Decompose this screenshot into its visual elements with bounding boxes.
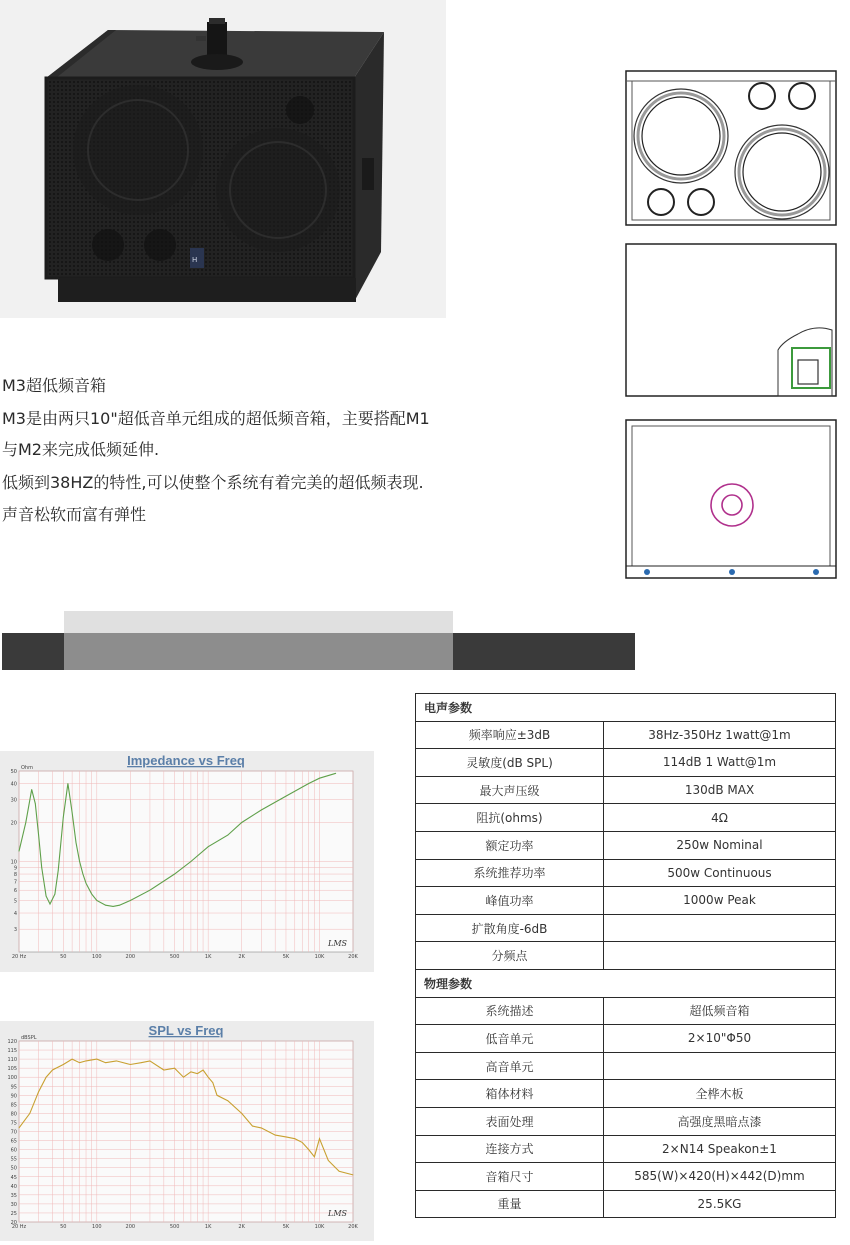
product-title: M3超低频音箱	[2, 376, 106, 395]
x-tick-label: 1K	[204, 954, 212, 960]
y-tick-label: 20	[10, 1220, 17, 1226]
spec-label: 连接方式	[416, 1135, 604, 1163]
data-point	[335, 773, 336, 774]
top-view-drawing	[626, 420, 836, 578]
spec-label: 表面处理	[416, 1107, 604, 1135]
data-point	[191, 1071, 192, 1072]
y-tick-label: 30	[10, 1201, 17, 1208]
y-tick-label: 45	[10, 1174, 17, 1181]
data-point	[63, 1064, 64, 1065]
data-point	[174, 1068, 175, 1069]
data-point	[25, 822, 26, 823]
data-point	[63, 817, 64, 818]
spec-value: 2×10"Φ50	[604, 1025, 836, 1053]
data-point	[191, 861, 192, 862]
x-tick-label: 100	[92, 954, 102, 960]
data-point	[286, 796, 287, 797]
spec-row	[416, 1163, 836, 1191]
front-view-drawing	[626, 71, 836, 225]
data-point	[319, 1138, 320, 1139]
spec-label: 扩散角度-6dB	[416, 914, 604, 942]
data-point	[86, 1061, 87, 1062]
spec-row	[416, 1107, 836, 1135]
data-point	[203, 1070, 204, 1071]
data-point	[308, 783, 309, 784]
y-tick-label: 8	[13, 872, 17, 879]
x-tick-label: 5K	[282, 1224, 290, 1230]
side-view-drawing	[626, 244, 836, 396]
spec-value: 1000w Peak	[604, 887, 836, 915]
data-point	[241, 1113, 242, 1114]
data-point	[55, 894, 56, 895]
spec-section-physical	[416, 969, 836, 997]
spl-chart-svg	[0, 1021, 374, 1241]
data-point	[252, 1126, 253, 1127]
spec-row	[416, 887, 836, 915]
y-tick-label: 115	[7, 1048, 17, 1055]
spec-label: 灵敏度(dB SPL)	[416, 749, 604, 777]
y-tick-label: 80	[10, 1111, 17, 1118]
data-point	[141, 1062, 142, 1063]
data-point	[241, 822, 242, 823]
data-point	[339, 1171, 340, 1172]
spec-label: 箱体材料	[416, 1080, 604, 1108]
data-point	[308, 1149, 309, 1150]
grid	[19, 1041, 353, 1222]
y-tick-label: 20	[10, 820, 17, 827]
spec-row	[416, 749, 836, 777]
divider-band-light	[64, 611, 453, 633]
data-point	[113, 906, 114, 907]
data-point	[353, 1175, 354, 1176]
x-tick-label: 10K	[314, 954, 325, 960]
y-tick-label: 110	[7, 1057, 17, 1064]
data-point	[31, 789, 32, 790]
y-tick-label: 50	[10, 1165, 17, 1172]
x-tick-label: 500	[169, 954, 180, 960]
spec-value: 超低频音箱	[604, 997, 836, 1025]
spec-label: 最大声压级	[416, 776, 604, 804]
data-point	[119, 905, 120, 906]
spec-row	[416, 1052, 836, 1080]
desc-line-1: M3是由两只10"超低音单元组成的超低频音箱，主要搭配M1	[2, 409, 430, 428]
data-point	[96, 900, 97, 901]
spec-section-title: 电声参数	[416, 694, 836, 722]
y-tick-label: 55	[10, 1156, 17, 1163]
spec-row	[416, 776, 836, 804]
data-point	[286, 1137, 287, 1138]
spec-label: 音箱尺寸	[416, 1163, 604, 1191]
y-tick-label: 100	[7, 1075, 17, 1082]
y-tick-label: 25	[10, 1210, 17, 1217]
product-photo	[0, 0, 446, 318]
spec-value: 130dB MAX	[604, 776, 836, 804]
spec-row	[416, 997, 836, 1025]
data-point	[314, 1156, 315, 1157]
x-tick-label: 50	[60, 954, 67, 960]
spec-row	[416, 942, 836, 970]
spec-row	[416, 1080, 836, 1108]
data-point	[96, 1059, 97, 1060]
spec-value: 250w Nominal	[604, 831, 836, 859]
data-point	[19, 851, 20, 852]
data-point	[46, 1077, 47, 1078]
spec-value: 4Ω	[604, 804, 836, 832]
x-tick-label: 200	[125, 1224, 136, 1230]
y-tick-label: 120	[7, 1039, 17, 1045]
data-point	[319, 778, 320, 779]
spec-label: 低音单元	[416, 1025, 604, 1053]
spec-label: 系统推荐功率	[416, 859, 604, 887]
spec-row	[416, 1190, 836, 1218]
data-point	[46, 896, 47, 897]
spec-row	[416, 804, 836, 832]
x-tick-label: 20K	[348, 954, 358, 960]
data-point	[116, 1061, 117, 1062]
lms-logo: LMS	[328, 939, 347, 948]
data-point	[208, 1077, 209, 1078]
spec-row	[416, 721, 836, 749]
spec-value	[604, 1052, 836, 1080]
y-tick-label: 75	[10, 1120, 17, 1127]
data-point	[41, 867, 42, 868]
x-tick-label: 100	[92, 1224, 102, 1230]
data-point	[197, 1073, 198, 1074]
data-point	[86, 883, 87, 884]
data-point	[58, 870, 59, 871]
spec-value: 500w Continuous	[604, 859, 836, 887]
spec-label: 重量	[416, 1190, 604, 1218]
data-point	[130, 1064, 131, 1065]
y-tick-label: 50	[10, 769, 17, 775]
y-tick-label: 65	[10, 1138, 17, 1145]
data-point	[302, 1142, 303, 1143]
chart-title: Impedance vs Freq	[127, 753, 245, 768]
data-point	[163, 1070, 164, 1071]
spec-value: 38Hz-350Hz 1watt@1m	[604, 721, 836, 749]
y-tick-label: 95	[10, 1084, 17, 1091]
spec-value	[604, 942, 836, 970]
data-point	[79, 861, 80, 862]
y-tick-label: 4	[13, 911, 17, 918]
data-point	[83, 874, 84, 875]
x-tick-label: 2K	[238, 954, 245, 960]
spec-label: 分频点	[416, 942, 604, 970]
data-point	[261, 1128, 262, 1129]
lms-logo: LMS	[328, 1209, 347, 1218]
data-point	[261, 810, 262, 811]
data-point	[38, 835, 39, 836]
desc-line-2: 与M2来完成低频延伸.	[2, 440, 160, 459]
data-point	[275, 1135, 276, 1136]
spec-value: 585(W)×420(H)×442(D)mm	[604, 1163, 836, 1191]
spec-row	[416, 831, 836, 859]
x-tick-label: 1K	[204, 1224, 212, 1230]
x-tick-label: 2K	[238, 1224, 245, 1230]
data-point	[76, 842, 77, 843]
y-tick-label: 3	[13, 927, 17, 934]
data-point	[294, 1138, 295, 1139]
y-axis-label: dBSPL	[21, 1035, 37, 1041]
x-tick-label: 20 Hz	[11, 1224, 27, 1230]
data-point	[72, 812, 73, 813]
y-tick-label: 7	[13, 879, 17, 886]
data-point	[19, 1128, 20, 1129]
y-axis-label: Ohm	[21, 765, 33, 771]
data-point	[72, 1059, 73, 1060]
data-point	[174, 874, 175, 875]
x-tick-label: 50	[60, 1224, 67, 1230]
x-tick-label: 500	[169, 1224, 180, 1230]
data-point	[91, 894, 92, 895]
data-point	[208, 846, 209, 847]
spec-row	[416, 1135, 836, 1163]
spec-row	[416, 914, 836, 942]
data-point	[35, 803, 36, 804]
data-point	[105, 905, 106, 906]
spec-label: 高音单元	[416, 1052, 604, 1080]
y-tick-label: 60	[10, 1147, 17, 1154]
data-point	[212, 1082, 213, 1083]
data-point	[68, 783, 69, 784]
spec-row	[416, 1025, 836, 1053]
data-point	[227, 835, 228, 836]
y-tick-label: 85	[10, 1102, 17, 1109]
y-tick-label: 35	[10, 1192, 17, 1199]
spec-label: 系统描述	[416, 997, 604, 1025]
data-point	[150, 890, 151, 891]
spec-section-electro	[416, 694, 836, 722]
spec-table	[415, 693, 836, 1218]
y-tick-label: 40	[10, 781, 17, 788]
data-point	[227, 1100, 228, 1101]
data-point	[130, 900, 131, 901]
spec-value	[604, 914, 836, 942]
spec-value: 全桦木板	[604, 1080, 836, 1108]
data-point	[328, 1160, 329, 1161]
y-tick-label: 10	[10, 859, 17, 866]
data-point	[29, 1113, 30, 1114]
spec-section-title: 物理参数	[416, 969, 836, 997]
data-point	[105, 1062, 106, 1063]
desc-line-4: 声音松软而富有弹性	[2, 505, 147, 524]
chart-title: SPL vs Freq	[148, 1023, 224, 1038]
spec-value: 高强度黑暗点漆	[604, 1107, 836, 1135]
y-tick-label: 30	[10, 797, 17, 804]
technical-drawings	[620, 68, 842, 583]
x-tick-label: 10K	[314, 1224, 325, 1230]
spec-label: 峰值功率	[416, 887, 604, 915]
data-point	[38, 1091, 39, 1092]
spec-value: 25.5KG	[604, 1190, 836, 1218]
spec-label: 频率响应±3dB	[416, 721, 604, 749]
y-tick-label: 70	[10, 1129, 17, 1136]
y-tick-label: 6	[13, 888, 17, 895]
data-point	[150, 1061, 151, 1062]
spl-chart	[0, 1021, 374, 1241]
desc-line-3: 低频到38HZ的特性,可以使整个系统有着完美的超低频表现.	[2, 473, 424, 492]
data-point	[217, 1095, 218, 1096]
spec-row	[416, 859, 836, 887]
divider-band-mid	[64, 633, 453, 670]
subwoofer-cabinet-photo	[0, 0, 446, 318]
data-point	[52, 1070, 53, 1071]
spec-value: 2×N14 Speakon±1	[604, 1135, 836, 1163]
impedance-chart-svg	[0, 751, 374, 972]
x-tick-label: 20 Hz	[11, 954, 27, 960]
x-tick-label: 20K	[348, 1224, 358, 1230]
x-tick-label: 200	[125, 954, 136, 960]
y-tick-label: 5	[13, 898, 17, 905]
x-tick-label: 5K	[282, 954, 290, 960]
data-point	[183, 1077, 184, 1078]
spec-label: 阻抗(ohms)	[416, 804, 604, 832]
y-tick-label: 105	[7, 1066, 17, 1073]
data-point	[50, 904, 51, 905]
data-point	[79, 1062, 80, 1063]
y-tick-label: 40	[10, 1183, 17, 1190]
impedance-chart	[0, 751, 374, 972]
spec-value: 114dB 1 Watt@1m	[604, 749, 836, 777]
spec-label: 额定功率	[416, 831, 604, 859]
svg-text:H: H	[192, 256, 198, 264]
y-tick-label: 90	[10, 1093, 17, 1100]
y-tick-label: 9	[13, 865, 17, 872]
